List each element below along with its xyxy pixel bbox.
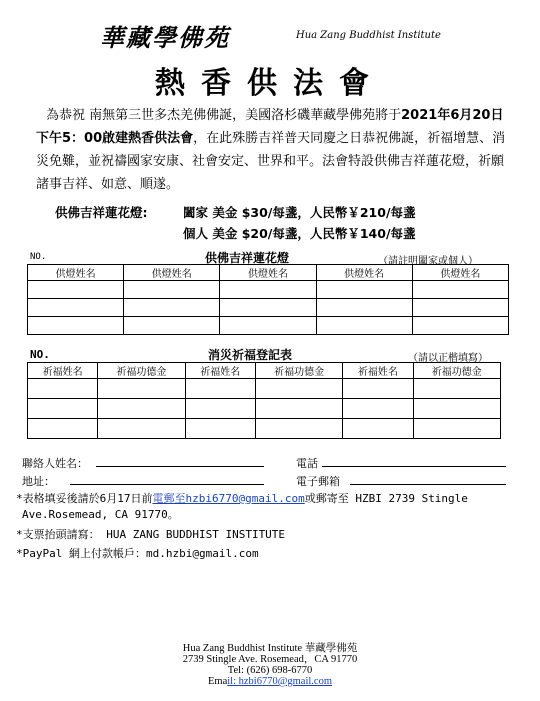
email-label: 電子郵箱 bbox=[296, 475, 340, 488]
blessing-input-cell[interactable] bbox=[98, 399, 185, 419]
lamp-input-cell[interactable] bbox=[316, 299, 412, 317]
note-paypal: *PayPal 網上付款帳戶：md.hzbi@gmail.com bbox=[16, 547, 259, 560]
blessing-table bbox=[27, 362, 501, 439]
blessing-table-note: （請以正楷填寫） bbox=[408, 353, 488, 364]
blessing-input-cell[interactable] bbox=[185, 419, 255, 439]
lamp-input-cell[interactable] bbox=[220, 299, 316, 317]
lamp-header-cell: 供燈姓名 bbox=[220, 265, 316, 281]
blessing-header-cell: 祈福功德金 bbox=[413, 363, 500, 379]
lamp-input-cell[interactable] bbox=[412, 281, 508, 299]
email-field[interactable] bbox=[350, 484, 506, 485]
lamp-header-cell: 供燈姓名 bbox=[412, 265, 508, 281]
contact-name-field[interactable] bbox=[96, 466, 264, 467]
lamp-table bbox=[27, 264, 509, 335]
lamp-header-cell: 供燈姓名 bbox=[28, 265, 124, 281]
blessing-header-cell: 祈福姓名 bbox=[28, 363, 98, 379]
footer bbox=[0, 643, 540, 687]
intro-part1: 為恭祝 南無第三世多杰羌佛佛誕，美國洛杉磯華藏學佛苑將于 bbox=[46, 108, 402, 123]
address-field[interactable] bbox=[70, 484, 264, 485]
blessing-header-cell: 祈福姓名 bbox=[343, 363, 413, 379]
lamp-header-cell: 供燈姓名 bbox=[316, 265, 412, 281]
lamp-table-note: （請註明闔家或個人） bbox=[378, 256, 478, 267]
lamp-header-cell: 供燈姓名 bbox=[124, 265, 220, 281]
blessing-input-cell[interactable] bbox=[28, 399, 98, 419]
institute-calligraphy-logo bbox=[96, 16, 456, 52]
blessing-input-cell[interactable] bbox=[98, 379, 185, 399]
address-label: 地址： bbox=[22, 475, 55, 488]
lamp-input-cell[interactable] bbox=[316, 281, 412, 299]
blessing-input-cell[interactable] bbox=[255, 379, 342, 399]
footer-name: Hua Zang Buddhist Institute 華藏學佛苑 bbox=[182, 643, 358, 654]
lamp-input-cell[interactable] bbox=[124, 299, 220, 317]
signature: Hua Zang Buddhist Institute bbox=[296, 30, 441, 41]
blessing-input-cell[interactable] bbox=[413, 379, 500, 399]
blessing-input-cell[interactable] bbox=[343, 419, 413, 439]
lamp-offer-family: 闔家 美金 $30/每盞，人民幣￥210/每盞 bbox=[183, 205, 416, 220]
footer-email-prefix: Ema bbox=[208, 676, 228, 687]
blessing-input-cell[interactable] bbox=[98, 419, 185, 439]
lamp-input-cell[interactable] bbox=[28, 299, 124, 317]
lamp-offer-individual: 個人 美金 $20/每盞，人民幣￥140/每盞 bbox=[183, 226, 416, 241]
blessing-input-cell[interactable] bbox=[28, 379, 98, 399]
blessing-input-cell[interactable] bbox=[185, 399, 255, 419]
submission-email-link[interactable]: 電郵至hzbi6770@gmail.com bbox=[152, 492, 305, 505]
blessing-header-cell: 祈福功德金 bbox=[98, 363, 185, 379]
page-title: 熱香供法會 bbox=[155, 66, 385, 101]
footer-email bbox=[0, 676, 540, 687]
contact-name-label: 聯絡人姓名： bbox=[22, 457, 88, 470]
blessing-input-cell[interactable] bbox=[255, 399, 342, 419]
note-submission bbox=[16, 491, 516, 523]
blessing-header-cell: 祈福功德金 bbox=[255, 363, 342, 379]
blessing-input-cell[interactable] bbox=[28, 419, 98, 439]
note1-suffix: 或郵寄至 HZBI 2739 Stingle bbox=[304, 492, 468, 505]
note1-prefix: *表格填妥後請於6月17日前 bbox=[16, 492, 153, 505]
lamp-input-cell[interactable] bbox=[412, 317, 508, 335]
blessing-header-cell: 祈福姓名 bbox=[185, 363, 255, 379]
note1-line2: Ave.Rosemead, CA 91770。 bbox=[22, 508, 179, 521]
lamp-table-no: NO. bbox=[30, 252, 47, 262]
lamp-input-cell[interactable] bbox=[124, 281, 220, 299]
calligraphy-text: 華藏學佛苑 bbox=[100, 23, 230, 52]
blessing-input-cell[interactable] bbox=[413, 399, 500, 419]
lamp-offer-label: 供佛吉祥蓮花燈: bbox=[55, 205, 148, 220]
footer-address: 2739 Stingle Ave. Rosemead，CA 91770 bbox=[182, 654, 358, 665]
blessing-input-cell[interactable] bbox=[413, 419, 500, 439]
lamp-input-cell[interactable] bbox=[220, 281, 316, 299]
lamp-input-cell[interactable] bbox=[220, 317, 316, 335]
blessing-input-cell[interactable] bbox=[343, 399, 413, 419]
blessing-table-no: NO. bbox=[30, 348, 50, 361]
lamp-input-cell[interactable] bbox=[28, 317, 124, 335]
lamp-table-title: 供佛吉祥蓮花燈 bbox=[205, 251, 290, 265]
lamp-input-cell[interactable] bbox=[316, 317, 412, 335]
note-check-payee: *支票抬頭請寫： HUA ZANG BUDDHIST INSTITUTE bbox=[16, 528, 286, 541]
footer-email-link[interactable]: il: hzbi6770@gmail.com bbox=[227, 676, 332, 687]
lamp-input-cell[interactable] bbox=[28, 281, 124, 299]
blessing-input-cell[interactable] bbox=[255, 419, 342, 439]
intro-paragraph bbox=[36, 104, 508, 196]
blessing-input-cell[interactable] bbox=[343, 379, 413, 399]
phone-label: 電話 bbox=[296, 457, 318, 470]
lamp-input-cell[interactable] bbox=[412, 299, 508, 317]
footer-tel: Tel: (626) 698-6770 bbox=[227, 665, 313, 676]
intro-part3: ，在此殊勝吉祥普天同慶之日恭祝佛誕，祈福增慧、消災免難，並祝禱國家安康、社會安定、世界和平。法會特設供佛吉祥蓮花燈，祈願諸事吉祥、如意、順遂。 bbox=[36, 131, 506, 192]
lamp-input-cell[interactable] bbox=[124, 317, 220, 335]
phone-field[interactable] bbox=[322, 466, 506, 467]
blessing-input-cell[interactable] bbox=[185, 379, 255, 399]
intro-date: 2021年6月20日下午5：00啟建熱香供法會 bbox=[36, 108, 504, 146]
blessing-table-title: 消災祈福登記表 bbox=[208, 348, 293, 362]
